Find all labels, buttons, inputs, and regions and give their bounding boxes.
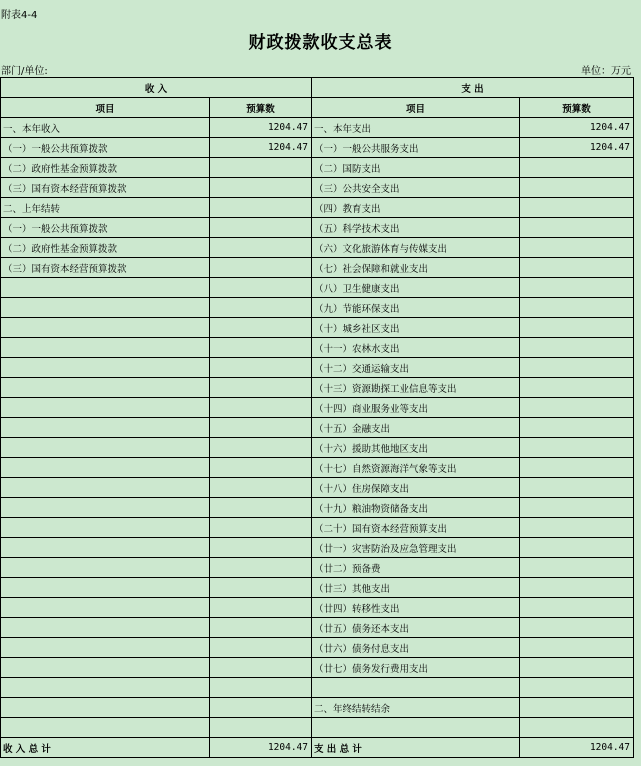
table-row xyxy=(1,298,634,318)
income-budget-header: 预算数 xyxy=(210,98,312,118)
income-value-cell xyxy=(210,198,312,218)
expense-item-cell: （十）城乡社区支出 xyxy=(312,318,520,338)
expense-value-cell xyxy=(520,378,634,398)
table-row xyxy=(1,338,634,358)
expense-item-cell: （廿一）灾害防治及应急管理支出 xyxy=(312,538,520,558)
income-value-cell xyxy=(210,538,312,558)
expense-value-cell xyxy=(520,178,634,198)
table-row xyxy=(1,438,634,458)
table-row xyxy=(1,478,634,498)
expense-item-cell: （十八）住房保障支出 xyxy=(312,478,520,498)
income-total-value: 1204.47 xyxy=(210,738,312,758)
table-row xyxy=(1,638,634,658)
table-row xyxy=(1,258,634,278)
expense-value-cell xyxy=(520,598,634,618)
income-value-cell xyxy=(210,278,312,298)
expense-item-cell: （廿四）转移性支出 xyxy=(312,598,520,618)
income-item-cell xyxy=(1,698,210,718)
expense-value-cell xyxy=(520,258,634,278)
income-value-cell xyxy=(210,518,312,538)
table-row xyxy=(1,398,634,418)
expense-item-cell: （八）卫生健康支出 xyxy=(312,278,520,298)
expense-item-cell: （十九）粮油物资储备支出 xyxy=(312,498,520,518)
income-value-cell xyxy=(210,318,312,338)
expense-value-cell xyxy=(520,718,634,738)
table-row xyxy=(1,498,634,518)
expense-item-cell: （廿六）债务付息支出 xyxy=(312,638,520,658)
appendix-note: 附表4-4 xyxy=(1,10,38,21)
income-value-cell xyxy=(210,438,312,458)
table-row xyxy=(1,678,634,698)
table-row xyxy=(1,418,634,438)
table-row xyxy=(1,178,634,198)
table-row xyxy=(1,658,634,678)
income-value-cell xyxy=(210,598,312,618)
expense-value-cell xyxy=(520,158,634,178)
income-item-cell xyxy=(1,678,210,698)
income-item-cell xyxy=(1,478,210,498)
table-row xyxy=(1,578,634,598)
total-row xyxy=(1,738,634,758)
income-item-cell xyxy=(1,378,210,398)
table-row xyxy=(1,538,634,558)
income-item-cell: （三）国有资本经营预算拨款 xyxy=(1,258,210,278)
table-row xyxy=(1,118,634,138)
income-value-cell xyxy=(210,158,312,178)
income-item-cell xyxy=(1,498,210,518)
expense-item-cell: 一、本年支出 xyxy=(312,118,520,138)
income-item-cell: （一）一般公共预算拨款 xyxy=(1,218,210,238)
expense-value-cell xyxy=(520,618,634,638)
income-total-label: 收 入 总 计 xyxy=(1,738,210,758)
expense-value-cell: 1204.47 xyxy=(520,138,634,158)
expense-value-cell xyxy=(520,698,634,718)
income-value-cell xyxy=(210,458,312,478)
expense-value-cell xyxy=(520,578,634,598)
table-row xyxy=(1,598,634,618)
expense-budget-header: 预算数 xyxy=(520,98,634,118)
table-row xyxy=(1,698,634,718)
income-value-cell xyxy=(210,578,312,598)
table-row xyxy=(1,718,634,738)
expense-item-cell: （三）公共安全支出 xyxy=(312,178,520,198)
expense-value-cell xyxy=(520,518,634,538)
income-value-cell xyxy=(210,698,312,718)
expense-value-cell xyxy=(520,278,634,298)
expense-value-cell xyxy=(520,338,634,358)
income-item-cell: 二、上年结转 xyxy=(1,198,210,218)
income-value-cell xyxy=(210,398,312,418)
expense-item-cell: （十四）商业服务业等支出 xyxy=(312,398,520,418)
table-row xyxy=(1,158,634,178)
income-item-cell xyxy=(1,618,210,638)
table-row xyxy=(1,518,634,538)
income-item-cell xyxy=(1,598,210,618)
income-item-cell xyxy=(1,438,210,458)
income-value-cell xyxy=(210,258,312,278)
income-item-cell: （二）政府性基金预算拨款 xyxy=(1,238,210,258)
income-value-cell xyxy=(210,238,312,258)
income-header: 收 入 xyxy=(1,78,312,98)
income-item-cell xyxy=(1,358,210,378)
expense-item-cell: （十六）援助其他地区支出 xyxy=(312,438,520,458)
expense-value-cell xyxy=(520,458,634,478)
table-row xyxy=(1,318,634,338)
table-row xyxy=(1,218,634,238)
expense-item-cell: （廿三）其他支出 xyxy=(312,578,520,598)
income-item-cell: （一）一般公共预算拨款 xyxy=(1,138,210,158)
income-value-cell xyxy=(210,718,312,738)
expense-item-cell: （十一）农林水支出 xyxy=(312,338,520,358)
expense-item-cell: （六）文化旅游体育与传媒支出 xyxy=(312,238,520,258)
income-value-cell xyxy=(210,298,312,318)
expense-value-cell xyxy=(520,638,634,658)
expense-item-cell: （廿七）债务发行费用支出 xyxy=(312,658,520,678)
expense-value-cell xyxy=(520,658,634,678)
expense-value-cell xyxy=(520,198,634,218)
expense-item-cell: （廿五）债务还本支出 xyxy=(312,618,520,638)
income-item-cell: （二）政府性基金预算拨款 xyxy=(1,158,210,178)
expense-item-cell: （廿二）预备费 xyxy=(312,558,520,578)
income-item-cell xyxy=(1,398,210,418)
table-row xyxy=(1,618,634,638)
table-row xyxy=(1,558,634,578)
expense-value-cell xyxy=(520,478,634,498)
expense-item-cell xyxy=(312,718,520,738)
expense-value-cell xyxy=(520,358,634,378)
expense-item-cell: （七）社会保障和就业支出 xyxy=(312,258,520,278)
income-item-cell xyxy=(1,718,210,738)
expense-value-cell: 1204.47 xyxy=(520,118,634,138)
income-item-cell xyxy=(1,278,210,298)
expense-value-cell xyxy=(520,398,634,418)
expense-total-value: 1204.47 xyxy=(520,738,634,758)
expense-item-cell: （二十）国有资本经营预算支出 xyxy=(312,518,520,538)
income-item-cell: 一、本年收入 xyxy=(1,118,210,138)
table-row xyxy=(1,458,634,478)
expense-value-cell xyxy=(520,418,634,438)
income-value-cell xyxy=(210,378,312,398)
income-value-cell xyxy=(210,678,312,698)
expense-item-cell: （十七）自然资源海洋气象等支出 xyxy=(312,458,520,478)
income-item-cell xyxy=(1,658,210,678)
income-item-cell xyxy=(1,298,210,318)
expense-value-cell xyxy=(520,318,634,338)
income-value-cell xyxy=(210,638,312,658)
expense-header: 支 出 xyxy=(312,78,634,98)
income-item-cell xyxy=(1,518,210,538)
expense-item-cell: （一）一般公共服务支出 xyxy=(312,138,520,158)
expense-value-cell xyxy=(520,558,634,578)
expense-item-cell: （五）科学技术支出 xyxy=(312,218,520,238)
income-item-cell xyxy=(1,418,210,438)
expense-item-cell: （十二）交通运输支出 xyxy=(312,358,520,378)
expense-item-cell: （九）节能环保支出 xyxy=(312,298,520,318)
expense-item-cell: 二、年终结转结余 xyxy=(312,698,520,718)
income-value-cell: 1204.47 xyxy=(210,138,312,158)
unit-label: 单位：万元 xyxy=(581,66,631,77)
table-row xyxy=(1,138,634,158)
expense-item-cell: （二）国防支出 xyxy=(312,158,520,178)
table-row xyxy=(1,238,634,258)
income-value-cell xyxy=(210,338,312,358)
income-value-cell xyxy=(210,218,312,238)
income-item-cell xyxy=(1,638,210,658)
income-value-cell xyxy=(210,618,312,638)
income-value-cell xyxy=(210,658,312,678)
expense-value-cell xyxy=(520,538,634,558)
income-item-cell xyxy=(1,538,210,558)
expense-value-cell xyxy=(520,298,634,318)
income-value-cell xyxy=(210,358,312,378)
expense-value-cell xyxy=(520,238,634,258)
expense-value-cell xyxy=(520,498,634,518)
income-item-cell xyxy=(1,558,210,578)
page-title: 财政拨款收支总表 xyxy=(248,33,393,53)
expense-value-cell xyxy=(520,218,634,238)
expense-item-cell xyxy=(312,678,520,698)
income-item-cell xyxy=(1,458,210,478)
expense-value-cell xyxy=(520,438,634,458)
income-value-cell xyxy=(210,478,312,498)
income-value-cell xyxy=(210,178,312,198)
income-item-cell xyxy=(1,338,210,358)
income-value-cell: 1204.47 xyxy=(210,118,312,138)
expense-item-cell: （十三）资源勘探工业信息等支出 xyxy=(312,378,520,398)
income-item-cell xyxy=(1,578,210,598)
expense-value-cell xyxy=(520,678,634,698)
table-row xyxy=(1,358,634,378)
income-value-cell xyxy=(210,558,312,578)
table-row xyxy=(1,378,634,398)
income-item-header: 项目 xyxy=(1,98,210,118)
expense-item-header: 项目 xyxy=(312,98,520,118)
department-label: 部门/单位: xyxy=(1,66,48,77)
income-item-cell: （三）国有资本经营预算拨款 xyxy=(1,178,210,198)
table-row xyxy=(1,278,634,298)
table-row xyxy=(1,198,634,218)
expense-total-label: 支 出 总 计 xyxy=(312,738,520,758)
budget-table xyxy=(0,77,634,758)
income-item-cell xyxy=(1,318,210,338)
income-value-cell xyxy=(210,418,312,438)
income-value-cell xyxy=(210,498,312,518)
expense-item-cell: （四）教育支出 xyxy=(312,198,520,218)
expense-item-cell: （十五）金融支出 xyxy=(312,418,520,438)
